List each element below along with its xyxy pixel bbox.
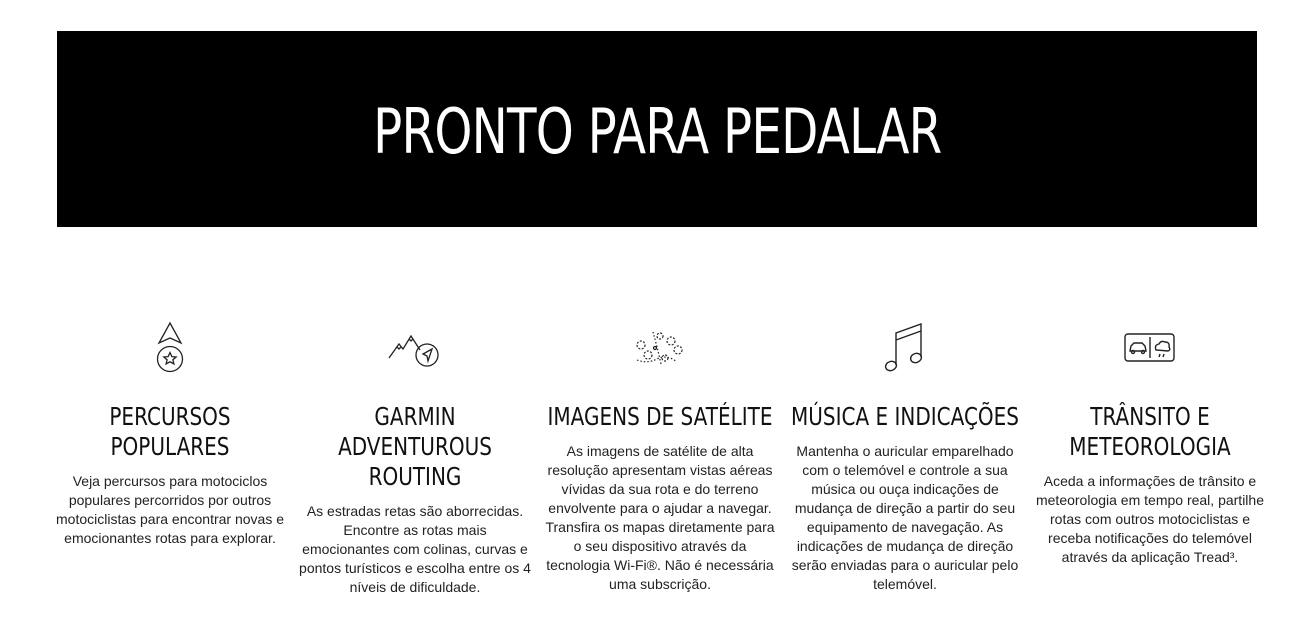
feature-description: As estradas retas são aborrecidas. Encontre as rotas mais emocionantes com colinas, curvas e pontos turísticos e escolha entre os 4 níveis de dificuldade. [299,503,531,595]
feature-title-line: TRÂNSITO E [1090,402,1210,431]
feature-description: Mantenha o auricular emparelhado com o telemóvel e controle a sua música ou ouça indicações de mudança de direção a partir do seu equipamento de navegação. As indicações de mudança de direção serão enviadas para o auricular pelo telemóvel. [791,443,1019,592]
traffic-weather-icon [1120,318,1180,378]
popular-routes-icon [140,318,200,378]
satellite-imagery-icon [630,318,690,378]
adventurous-routing-icon [385,318,445,378]
feature-title-line: METEOROLOGIA [1069,432,1231,461]
feature-description: As imagens de satélite de alta resolução apresentam vistas aéreas vívidas da sua rota e do terreno envolvente para o ajudar a navegar. Transfira os mapas diretamente para o seu dispositivo através da tecnologia Wi-Fi®. Não é necessária uma subscrição. [545,443,775,592]
feature-traffic-weather [1032,318,1268,597]
hero-title: PRONTO PARA PEDALAR [372,94,942,168]
feature-satellite-imagery [542,318,778,597]
feature-description: Veja percursos para motociclos populares percorridos por outros motociclistas para encontrar novas e emocionantes rotas para explorar. [56,473,284,546]
feature-description: Aceda a informações de trânsito e meteorologia em tempo real, partilhe rotas com outros motociclistas e receba notificações do telemóvel através da aplicação Tread³. [1035,473,1264,565]
feature-title [50,402,290,462]
music-note-icon [875,318,935,378]
feature-title [1030,402,1270,462]
feature-title-line: GARMIN ADVENTUROUS [338,402,492,461]
features-section [52,318,1268,597]
feature-title-line: ROUTING [368,462,462,491]
feature-title [785,402,1025,432]
feature-music-directions [787,318,1023,597]
feature-adventurous-routing [297,318,533,597]
feature-title [540,402,780,432]
feature-title-line: PERCURSOS [109,402,231,431]
feature-title [295,402,535,492]
feature-popular-routes [52,318,288,597]
feature-title-line: IMAGENS DE SATÉLITE [547,402,773,431]
feature-title-line: POPULARES [110,432,230,461]
feature-title-line: MÚSICA E INDICAÇÕES [791,402,1019,431]
hero-banner [57,31,1257,227]
